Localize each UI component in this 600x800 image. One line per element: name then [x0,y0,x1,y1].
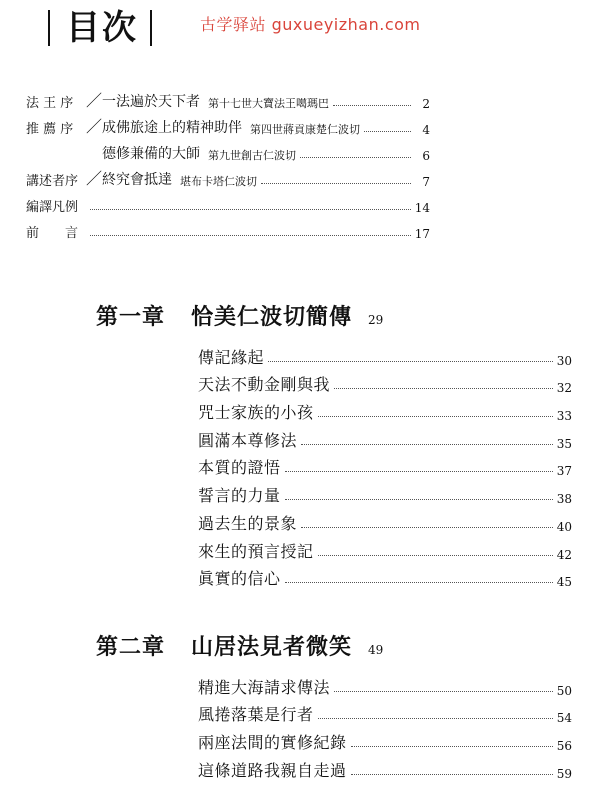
entry-slash: ／ [86,91,103,110]
entry-author: 第九世創古仁波切 [208,149,296,162]
entry-subtitle: 一法遍於天下者 [102,94,200,110]
entry-slash: ／ [86,169,103,188]
front-matter-entry[interactable] [26,215,430,241]
section-entry[interactable] [198,753,572,781]
section-title: 誓言的力量 [198,486,281,506]
section-page: 59 [556,766,572,781]
page-title: 目次 [66,8,138,48]
section-page: 33 [556,409,572,424]
section-title: 咒士家族的小孩 [198,403,314,423]
section-title: 圓滿本尊修法 [198,430,298,450]
section-entry[interactable] [198,534,572,562]
section-page: 45 [556,575,572,590]
section-entry[interactable] [198,506,572,534]
chapter-title: 恰美仁波切簡傳 [191,304,353,330]
entry-subtitle: 成佛旅途上的精神助伴 [102,120,242,136]
section-title: 眞實的信心 [198,569,281,589]
leader-dots [285,499,553,500]
entry-subtitle: 終究會抵達 [102,172,172,188]
entry-label: 法 王 序 [26,96,74,111]
chapter-title: 山居法見者微笑 [191,634,353,660]
section-title: 天法不動金剛與我 [198,375,331,395]
section-entry[interactable] [198,451,572,479]
header-left-bar [48,10,50,46]
leader-dots [90,235,411,236]
section-page: 50 [556,683,572,698]
leader-dots [318,718,553,719]
entry-label: 前 言 [26,226,79,241]
chapter-heading[interactable] [96,630,572,670]
section-entry[interactable] [198,478,572,506]
entry-page: 14 [414,201,430,215]
chapter-label: 第一章 [96,304,166,330]
entry-author: 堪布卡塔仁波切 [180,175,257,188]
leader-dots [333,105,411,106]
section-entry[interactable] [198,698,572,726]
entry-author: 第十七世大寶法王噶瑪巴 [208,97,329,110]
front-matter-entry[interactable] [26,163,430,189]
front-matter-entry[interactable] [26,189,430,215]
section-title: 傳記緣起 [198,347,265,367]
leader-dots [285,471,553,472]
section-page: 54 [556,711,572,726]
front-matter-entry[interactable] [26,85,430,111]
leader-dots [285,582,553,583]
chapter-label: 第二章 [96,634,166,660]
section-title: 過去生的景象 [198,513,298,533]
entry-page: 17 [414,227,430,241]
entry-label: 講述者序 [26,174,79,189]
leader-dots [351,746,553,747]
leader-dots [301,444,553,445]
chapter-page: 29 [368,313,384,327]
header-right-bar [150,10,152,46]
section-entry[interactable] [198,368,572,396]
section-page: 56 [556,739,572,754]
section-page: 32 [556,381,572,396]
section-entry[interactable] [198,725,572,753]
entry-page: 2 [422,97,430,111]
chapter-page: 49 [368,643,384,657]
section-entry[interactable] [198,395,572,423]
section-title: 這條道路我親自走過 [198,760,347,780]
entry-page: 4 [422,123,430,137]
leader-dots [261,183,411,184]
section-entry[interactable] [198,562,572,590]
chapter-2 [96,630,572,781]
section-title: 兩座法間的實修紀錄 [198,733,347,753]
toc-header [48,6,178,50]
leader-dots [318,555,553,556]
section-title: 本質的證悟 [198,458,281,478]
section-list [198,340,572,589]
leader-dots [351,774,553,775]
section-page: 40 [556,519,572,534]
section-entry[interactable] [198,670,572,698]
leader-dots [334,388,553,389]
leader-dots [334,691,553,692]
entry-slash: ／ [86,117,103,136]
entry-page: 6 [422,149,430,163]
entry-author: 第四世蔣貢康楚仁波切 [250,123,360,136]
front-matter-list [26,85,430,241]
entry-label: 編譯凡例 [26,200,79,215]
front-matter-entry[interactable] [26,111,430,137]
leader-dots [318,416,553,417]
watermark: 古学驿站 guxueyizhan.com [200,15,421,34]
leader-dots [300,157,411,158]
section-page: 38 [556,492,572,507]
chapter-heading[interactable] [96,300,572,340]
section-entry[interactable] [198,423,572,451]
entry-subtitle: 德修兼備的大師 [102,146,200,162]
section-page: 30 [556,353,572,368]
section-page: 37 [556,464,572,479]
section-title: 風捲落葉是行者 [198,705,314,725]
entry-label: 推 薦 序 [26,122,74,137]
section-title: 精進大海請求傳法 [198,677,331,697]
section-page: 42 [556,547,572,562]
leader-dots [301,527,553,528]
front-matter-entry[interactable] [26,137,430,163]
section-page: 35 [556,436,572,451]
section-list [198,670,572,781]
leader-dots [364,131,411,132]
leader-dots [268,361,553,362]
chapter-1 [96,300,572,589]
entry-page: 7 [422,175,430,189]
leader-dots [90,209,411,210]
section-title: 來生的預言授記 [198,541,314,561]
section-entry[interactable] [198,340,572,368]
